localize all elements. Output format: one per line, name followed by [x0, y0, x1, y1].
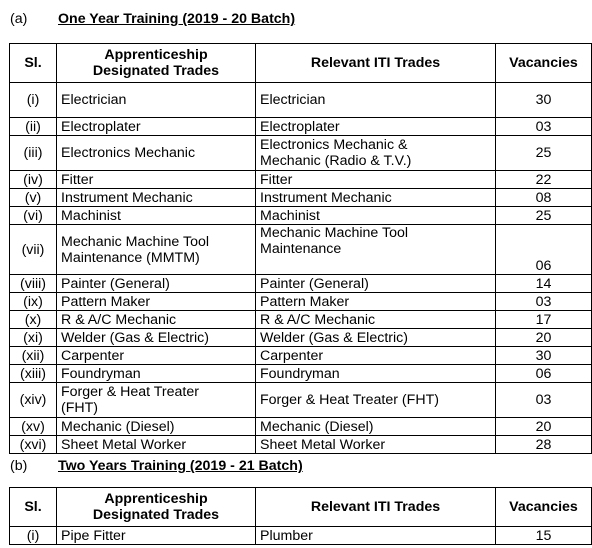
- row-sl: (ix): [10, 293, 57, 311]
- section-a-heading: [10, 9, 295, 29]
- header-sl: Sl.: [10, 44, 57, 83]
- row-vacancies: 20: [496, 329, 592, 347]
- header-apprenticeship-trades: [57, 44, 256, 83]
- row-trade-line1: Mechanic Machine Tool: [61, 233, 209, 250]
- row-vacancies: 30: [496, 347, 592, 365]
- header-relevant-iti-trades: Relevant ITI Trades: [256, 488, 496, 527]
- table-row: [10, 225, 592, 275]
- row-vacancies: 03: [496, 118, 592, 136]
- row-trade: Electronics Mechanic: [57, 136, 256, 171]
- row-trade: Pipe Fitter: [57, 527, 256, 545]
- row-iti-line1: Electronics Mechanic &: [260, 137, 408, 153]
- header-apprenticeship-line1: Apprenticeship: [104, 47, 208, 63]
- table-row: [10, 293, 592, 311]
- header-vacancies: Vacancies: [496, 44, 592, 83]
- table-row: [10, 347, 592, 365]
- row-trade: Carpenter: [57, 347, 256, 365]
- header-apprenticeship-trades: [57, 488, 256, 527]
- row-trade-line1: Forger & Heat Treater: [61, 384, 199, 400]
- row-sl: (v): [10, 189, 57, 207]
- row-vacancies: 06: [496, 365, 592, 383]
- table-row: [10, 418, 592, 436]
- table-row: [10, 136, 592, 171]
- row-vacancies: 03: [496, 293, 592, 311]
- row-vacancies: 25: [496, 207, 592, 225]
- row-trade: Pattern Maker: [57, 293, 256, 311]
- row-trade: Instrument Mechanic: [57, 189, 256, 207]
- row-sl: (xv): [10, 418, 57, 436]
- row-iti: Electrician: [256, 83, 496, 118]
- row-vacancies: 20: [496, 418, 592, 436]
- row-vacancies: 28: [496, 436, 592, 454]
- row-trade-line2: (FHT): [61, 400, 99, 416]
- row-sl: (iv): [10, 171, 57, 189]
- row-vacancies: 03: [496, 383, 592, 418]
- row-trade: Electrician: [57, 83, 256, 118]
- row-sl: (vi): [10, 207, 57, 225]
- row-vacancies: 25: [496, 136, 592, 171]
- row-trade: Sheet Metal Worker: [57, 436, 256, 454]
- row-sl: (xi): [10, 329, 57, 347]
- header-sl: Sl.: [10, 488, 57, 527]
- row-sl: (xiii): [10, 365, 57, 383]
- table-row: [10, 527, 592, 545]
- row-sl: (xiv): [10, 383, 57, 418]
- header-apprenticeship-line2: Designated Trades: [92, 63, 220, 79]
- section-b-title: Two Years Training (2019 - 21 Batch): [58, 458, 303, 474]
- header-relevant-iti-trades: Relevant ITI Trades: [256, 44, 496, 83]
- two-years-training-table: [9, 487, 592, 545]
- table-row: [10, 436, 592, 454]
- row-trade: [57, 225, 256, 275]
- row-vacancies: 30: [496, 83, 592, 118]
- row-iti-line1: Mechanic Machine Tool: [260, 225, 408, 241]
- header-vacancies: Vacancies: [496, 488, 592, 527]
- row-trade: Foundryman: [57, 365, 256, 383]
- row-iti: Electroplater: [256, 118, 496, 136]
- one-year-training-table: [9, 43, 592, 454]
- row-iti: Pattern Maker: [256, 293, 496, 311]
- row-iti-line2: Mechanic (Radio & T.V.): [260, 153, 412, 169]
- row-iti: Instrument Mechanic: [256, 189, 496, 207]
- section-a-title: One Year Training (2019 - 20 Batch): [58, 11, 296, 27]
- table-row: [10, 207, 592, 225]
- table-row: [10, 189, 592, 207]
- row-sl: (iii): [10, 136, 57, 171]
- section-a-marker: (a): [10, 11, 28, 27]
- row-iti: Plumber: [256, 527, 496, 545]
- row-sl: (viii): [10, 275, 57, 293]
- table-row: [10, 83, 592, 118]
- row-iti: [256, 136, 496, 171]
- row-iti: Carpenter: [256, 347, 496, 365]
- row-vacancies: 08: [496, 189, 592, 207]
- row-sl: (ii): [10, 118, 57, 136]
- row-sl: (xvi): [10, 436, 57, 454]
- table-row: [10, 275, 592, 293]
- table-row: [10, 365, 592, 383]
- row-iti: R & A/C Mechanic: [256, 311, 496, 329]
- section-b-heading: [10, 456, 303, 476]
- row-iti: Painter (General): [256, 275, 496, 293]
- header-apprenticeship-line1: Apprenticeship: [104, 491, 208, 507]
- table-row: [10, 311, 592, 329]
- row-trade: Mechanic (Diesel): [57, 418, 256, 436]
- header-apprenticeship-line2: Designated Trades: [92, 507, 220, 523]
- row-sl: (x): [10, 311, 57, 329]
- row-iti: Forger & Heat Treater (FHT): [256, 383, 496, 418]
- section-b-marker: (b): [10, 458, 28, 474]
- row-trade-line2: Maintenance (MMTM): [61, 249, 200, 266]
- row-trade: Painter (General): [57, 275, 256, 293]
- row-vacancies: 17: [496, 311, 592, 329]
- row-trade: Welder (Gas & Electric): [57, 329, 256, 347]
- row-iti: Sheet Metal Worker: [256, 436, 496, 454]
- row-iti: Mechanic (Diesel): [256, 418, 496, 436]
- row-sl: (xii): [10, 347, 57, 365]
- table-header-row: [10, 488, 592, 527]
- row-trade: [57, 383, 256, 418]
- row-trade: Fitter: [57, 171, 256, 189]
- row-sl: (i): [10, 83, 57, 118]
- row-vacancies: 22: [496, 171, 592, 189]
- row-iti: Machinist: [256, 207, 496, 225]
- row-iti: [256, 225, 496, 275]
- table-row: [10, 118, 592, 136]
- row-iti: Fitter: [256, 171, 496, 189]
- row-vacancies: 06: [496, 225, 592, 275]
- table-header-row: [10, 44, 592, 83]
- row-sl: (i): [10, 527, 57, 545]
- row-trade: Machinist: [57, 207, 256, 225]
- row-trade: R & A/C Mechanic: [57, 311, 256, 329]
- row-vacancies: 15: [496, 527, 592, 545]
- table-row: [10, 383, 592, 418]
- table-row: [10, 171, 592, 189]
- row-iti: Welder (Gas & Electric): [256, 329, 496, 347]
- row-sl: (vii): [10, 225, 57, 275]
- row-vacancies: 14: [496, 275, 592, 293]
- table-row: [10, 329, 592, 347]
- row-trade: Electroplater: [57, 118, 256, 136]
- row-iti-line2: Maintenance: [260, 241, 342, 257]
- row-iti: Foundryman: [256, 365, 496, 383]
